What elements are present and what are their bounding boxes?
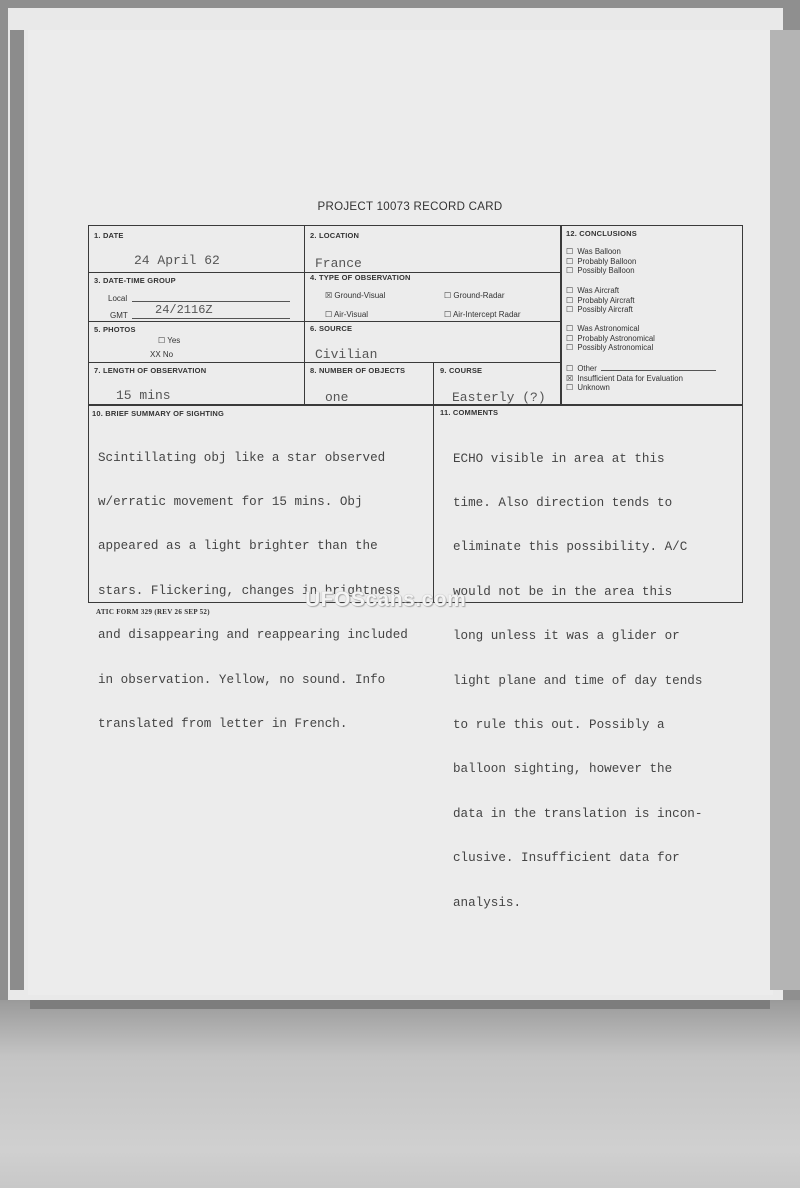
checkbox-icon: ☐ (566, 343, 573, 352)
scan-background (0, 1000, 800, 1188)
checkbox-icon: ☐ (566, 305, 573, 314)
scan-edge-right (770, 30, 800, 990)
length-value: 15 mins (116, 388, 171, 403)
observation-type-label: 4. TYPE OF OBSERVATION (310, 273, 411, 282)
comments-line: would not be in the area this (453, 584, 673, 599)
conclusion-item: ☐ Probably Aircraft (566, 295, 635, 305)
comments-line: light plane and time of day tends (453, 673, 703, 688)
conclusion-group-balloon (566, 247, 636, 276)
air-visual-label: Air-Visual (333, 310, 369, 319)
dtg-label: 3. DATE-TIME GROUP (94, 276, 176, 285)
comments-line: clusive. Insufficient data for (453, 851, 680, 866)
checkbox-icon: ☐ (566, 266, 573, 275)
comments-line: ECHO visible in area at this (453, 451, 665, 466)
date-label: 1. DATE (94, 231, 124, 240)
checkbox-icon: ☐ (566, 247, 573, 256)
comments-line: time. Also direction tends to (453, 495, 673, 510)
conclusions-label: 12. CONCLUSIONS (566, 229, 637, 238)
dtg-local-line (132, 301, 290, 302)
comments-line: analysis. (453, 895, 522, 910)
source-value: Civilian (315, 347, 378, 362)
conclusion-item: ☐ Unknown (566, 383, 610, 392)
conclusion-item: ☐ Was Aircraft (566, 286, 620, 295)
conclusion-item: ☐ Probably Balloon (566, 256, 637, 266)
checkbox-icon: ☐ (566, 286, 573, 295)
checkbox-icon: ☐ (566, 364, 573, 373)
grid-line (88, 321, 560, 322)
ground-visual-label: Ground-Visual (334, 291, 386, 300)
course-value: Easterly (?) (452, 390, 546, 405)
course-label: 9. COURSE (440, 366, 483, 375)
grid-line (88, 404, 743, 406)
summary-line: Scintillating obj like a star observed (98, 450, 386, 465)
date-value: 24 April 62 (134, 253, 220, 268)
comments-line: long unless it was a glider or (453, 629, 680, 644)
comments-label: 11. COMMENTS (440, 408, 499, 417)
air-intercept-label: Air-Intercept Radar (452, 310, 521, 319)
grid-line (88, 362, 560, 363)
grid-line (560, 225, 562, 405)
photos-label: 5. PHOTOS (94, 325, 136, 334)
dtg-gmt-label: GMT (110, 311, 128, 320)
comments-line: data in the translation is incon- (453, 806, 703, 821)
conclusion-item: ☐ Was Astronomical (566, 324, 640, 333)
summary-line: in observation. Yellow, no sound. Info (98, 672, 386, 687)
photos-yes-option: ☐ Yes (158, 336, 181, 345)
conclusion-item: ☒ Insufficient Data for Evaluation (566, 373, 683, 383)
conclusion-item: ☐ Possibly Balloon (566, 266, 635, 275)
checkbox-icon: ☐ (566, 295, 573, 305)
summary-label: 10. BRIEF SUMMARY OF SIGHTING (92, 409, 225, 418)
dtg-gmt-line (132, 318, 290, 319)
air-visual-option (325, 310, 368, 319)
source-label: 6. SOURCE (310, 324, 353, 333)
location-value: France (315, 256, 362, 271)
checkbox-icon: ☐ (325, 310, 333, 319)
scan-edge-left (10, 30, 24, 990)
form-identifier: ATIC FORM 329 (REV 26 SEP 52) (96, 608, 210, 616)
ground-visual-option (325, 291, 385, 300)
comments-line: balloon sighting, however the (453, 762, 673, 777)
conclusion-item: ☐ Was Balloon (566, 247, 621, 256)
comments-text (453, 422, 702, 925)
checked-box-icon: ☒ (325, 291, 333, 300)
ground-radar-label: Ground-Radar (453, 291, 505, 300)
conclusion-item: ☐ Other (566, 364, 716, 374)
conclusion-group-astronomical (566, 324, 655, 353)
summary-line: and disappearing and reappearing included (98, 628, 408, 643)
dtg-gmt-value: 24/2116Z (155, 303, 213, 317)
grid-line (304, 225, 305, 405)
objects-label: 8. NUMBER OF OBJECTS (310, 366, 406, 375)
conclusion-item: ☐ Probably Astronomical (566, 333, 655, 343)
objects-value: one (325, 390, 349, 405)
card-title: PROJECT 10073 RECORD CARD (317, 201, 503, 213)
checkbox-icon: ☐ (444, 310, 452, 319)
checkbox-icon: ☐ (566, 333, 573, 343)
length-label: 7. LENGTH OF OBSERVATION (94, 366, 207, 375)
summary-line: appeared as a light brighter than the (98, 539, 378, 554)
conclusion-group-other (566, 364, 716, 393)
conclusion-item: ☐ Possibly Astronomical (566, 343, 654, 352)
checkbox-icon: ☐ (566, 383, 573, 392)
grid-line (433, 362, 434, 603)
comments-line: to rule this out. Possibly a (453, 717, 665, 732)
checkbox-icon: ☐ (444, 291, 452, 300)
checkbox-icon: ☐ (566, 256, 573, 266)
location-label: 2. LOCATION (310, 231, 360, 240)
ground-radar-option (444, 291, 505, 300)
air-intercept-option (444, 310, 521, 319)
conclusion-group-aircraft (566, 286, 635, 315)
summary-line: translated from letter in French. (98, 716, 348, 731)
checked-box-icon: ☒ (566, 373, 573, 383)
summary-text (98, 421, 408, 747)
photos-no-option: XX No (150, 350, 174, 359)
summary-line: w/erratic movement for 15 mins. Obj (98, 494, 363, 509)
summary-line: stars. Flickering, changes in brightness (98, 583, 401, 598)
comments-line: eliminate this possibility. A/C (453, 540, 688, 555)
conclusion-item: ☐ Possibly Aircraft (566, 305, 633, 314)
dtg-local-label: Local (108, 294, 128, 303)
watermark: UFOScans.com (305, 588, 467, 611)
checkbox-icon: ☐ (566, 324, 573, 333)
